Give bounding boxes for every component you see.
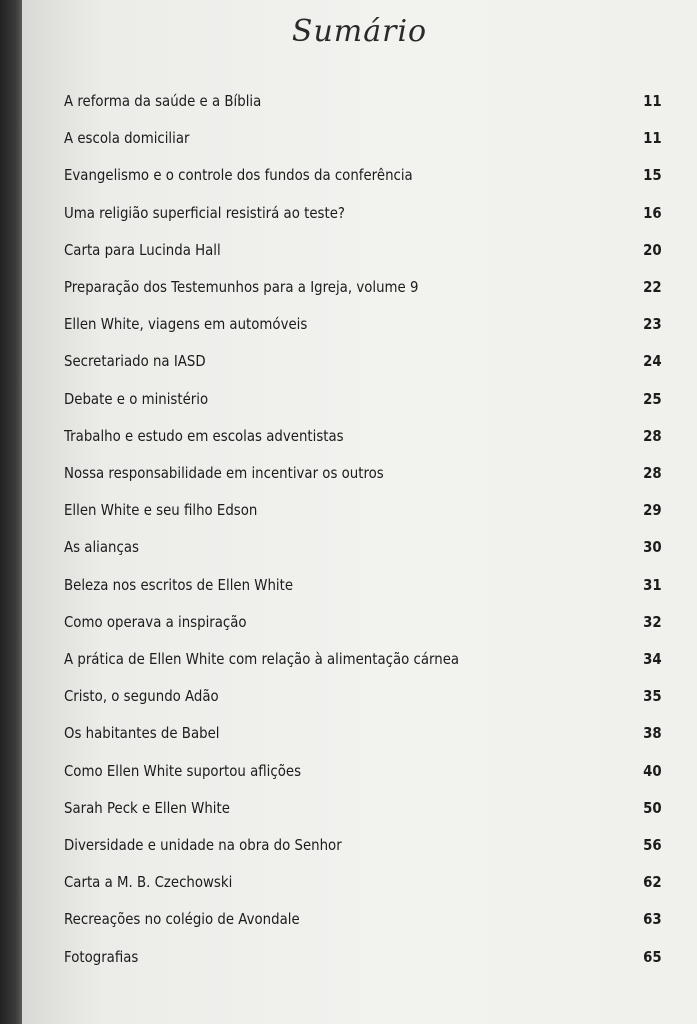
toc-entry-title: Evangelismo e o controle dos fundos da conferência (64, 166, 413, 185)
toc-entry-page-number: 32 (643, 612, 662, 631)
toc-entry-page-number: 62 (643, 873, 662, 892)
toc-entry (64, 947, 662, 974)
toc-entry-title: Preparação dos Testemunhos para a Igreja, volume 9 (64, 278, 419, 296)
toc-entry-page-number: 11 (643, 129, 662, 148)
toc-entry-title: Recreações no colégio de Avondale (64, 910, 300, 929)
toc-entry-title: Carta para Lucinda Hall (64, 240, 221, 259)
toc-entry-title: Ellen White e seu filho Edson (64, 501, 258, 520)
toc-entry-title: Nossa responsabilidade em incentivar os outros (64, 464, 384, 482)
page-title: Sumário (291, 14, 428, 49)
toc-entry (64, 761, 662, 788)
toc-entry-page-number: 30 (643, 538, 662, 557)
toc-entry (64, 278, 662, 304)
toc-entry-page-number: 22 (643, 278, 662, 296)
toc-entry-page-number: 63 (643, 910, 662, 929)
toc-entry-page-number: 34 (643, 650, 662, 668)
toc-entry (64, 352, 662, 378)
toc-entry-page-number: 23 (643, 315, 662, 334)
toc-entry (64, 873, 662, 899)
toc-entry-title: Beleza nos escritos de Ellen White (64, 575, 294, 594)
toc-entry (64, 687, 662, 713)
toc-entry (64, 501, 662, 527)
toc-entry-page-number: 40 (643, 761, 662, 780)
toc-entry-title: Debate e o ministério (64, 389, 209, 408)
toc-entry (64, 798, 662, 825)
toc-entry-page-number: 11 (643, 92, 662, 110)
toc-entry (64, 464, 662, 490)
toc-entry-title: Sarah Peck e Ellen White (64, 798, 230, 817)
toc-entry-title: Como Ellen White suportou aflições (64, 761, 302, 780)
toc-entry (64, 92, 662, 118)
toc-entry-title: Cristo, o segundo Adão (64, 687, 219, 706)
toc-entry-title: Uma religião superficial resistirá ao teste? (64, 203, 345, 222)
toc-entry-page-number: 28 (643, 464, 662, 482)
toc-entry-title: A escola domiciliar (64, 129, 190, 148)
toc-entry (64, 129, 662, 155)
toc-entry (64, 575, 662, 602)
toc-entry-page-number: 56 (643, 836, 662, 854)
toc-entry-page-number: 16 (643, 203, 662, 222)
toc-entry (64, 650, 662, 676)
toc-entry-page-number: 38 (643, 724, 662, 743)
toc-entry-title: As alianças (64, 538, 139, 557)
toc-entry-title: Fotografias (64, 947, 139, 966)
toc-entry-title: A reforma da saúde e a Bíblia (64, 92, 262, 110)
toc-entry-page-number: 15 (643, 166, 662, 185)
toc-entry-page-number: 65 (643, 947, 662, 966)
toc-entry-page-number: 50 (643, 798, 662, 817)
toc-entry-page-number: 24 (643, 352, 662, 371)
toc-entry-page-number: 28 (643, 426, 662, 445)
toc-entry-title: Diversidade e unidade na obra do Senhor (64, 836, 342, 854)
toc-entry (64, 203, 662, 230)
toc-entry-page-number: 35 (643, 687, 662, 706)
toc-entry-page-number: 31 (643, 575, 662, 594)
toc-entry-title: Secretariado na IASD (64, 352, 206, 371)
toc-entry (64, 724, 662, 750)
toc-entry-title: Como operava a inspiração (64, 612, 247, 631)
toc-entry (64, 389, 662, 416)
toc-entry-page-number: 29 (643, 501, 662, 520)
toc-entry-title: Os habitantes de Babel (64, 724, 220, 743)
toc-entry (64, 426, 662, 453)
toc-entry (64, 538, 662, 564)
toc-entry (64, 166, 662, 192)
toc-entry (64, 315, 662, 341)
toc-entry-page-number: 20 (643, 240, 662, 259)
toc-entry (64, 836, 662, 862)
toc-entry-title: A prática de Ellen White com relação à alimentação cárnea (64, 650, 460, 668)
toc-entry-title: Carta a M. B. Czechowski (64, 873, 233, 892)
toc-entry (64, 240, 662, 267)
toc-entry-title: Ellen White, viagens em automóveis (64, 315, 308, 334)
toc-entry-page-number: 25 (643, 389, 662, 408)
book-spine-shadow (0, 0, 22, 1024)
toc-entry (64, 612, 662, 639)
toc-entry-title: Trabalho e estudo em escolas adventistas (64, 426, 344, 445)
toc-entry (64, 910, 662, 936)
book-page (22, 0, 697, 1024)
